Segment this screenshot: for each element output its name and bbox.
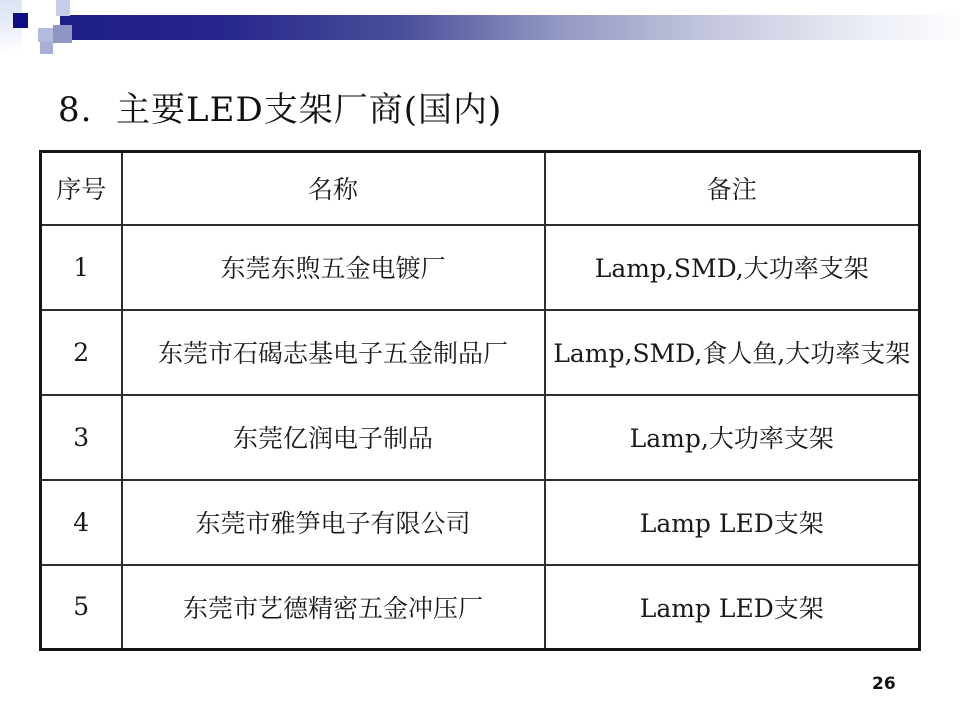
col-header-index: 序号 xyxy=(41,152,122,225)
cell-index: 5 xyxy=(41,565,122,650)
col-header-name: 名称 xyxy=(122,152,545,225)
cell-remark: Lamp LED支架 xyxy=(545,565,920,650)
cell-index: 4 xyxy=(41,480,122,565)
cell-index: 2 xyxy=(41,310,122,395)
cell-name: 东莞亿润电子制品 xyxy=(122,395,545,480)
decor-square-small xyxy=(40,42,53,54)
cell-name: 东莞市艺德精密五金冲压厂 xyxy=(122,565,545,650)
table-row xyxy=(41,225,920,310)
slide-title: 8. 主要LED支架厂商(国内) xyxy=(58,90,503,130)
cell-remark: Lamp,大功率支架 xyxy=(545,395,920,480)
cell-remark: Lamp,SMD,大功率支架 xyxy=(545,225,920,310)
cell-index: 3 xyxy=(41,395,122,480)
decor-square-navy xyxy=(13,13,28,28)
table-row xyxy=(41,310,920,395)
cell-remark: Lamp,SMD,食人鱼,大功率支架 xyxy=(545,310,920,395)
decor-square-slate xyxy=(53,25,72,43)
cell-name: 东莞东煦五金电镀厂 xyxy=(122,225,545,310)
table-row xyxy=(41,565,920,650)
cell-name: 东莞市石碣志基电子五金制品厂 xyxy=(122,310,545,395)
table-row xyxy=(41,395,920,480)
decor-square-light xyxy=(56,0,70,16)
decor-square-lavender xyxy=(38,28,53,42)
cell-index: 1 xyxy=(41,225,122,310)
cell-name: 东莞市雅笋电子有限公司 xyxy=(122,480,545,565)
cell-remark: Lamp LED支架 xyxy=(545,480,920,565)
vendor-table xyxy=(39,150,921,651)
decor-left-strip xyxy=(0,0,22,56)
header-decoration xyxy=(0,0,960,60)
decor-gradient-bar xyxy=(60,15,960,40)
table-row xyxy=(41,480,920,565)
table-header-row xyxy=(41,152,920,225)
col-header-remark: 备注 xyxy=(545,152,920,225)
page-number: 26 xyxy=(872,674,896,694)
